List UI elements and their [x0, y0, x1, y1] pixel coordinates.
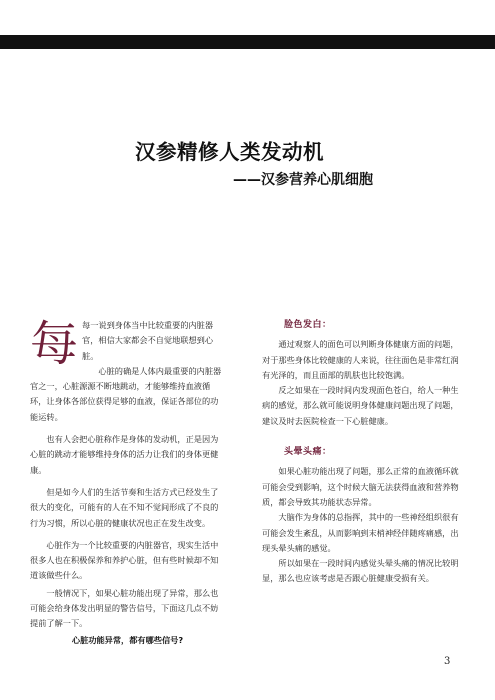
section-heading-pale-face: 脸色发白：: [284, 320, 332, 330]
body-paragraph: 所以如果在一段时间内感觉头晕头痛的情况比较明显，那么也应该考虑是否跟心脏健康受损有关。: [262, 558, 459, 584]
body-paragraph: 心脏作为一个比较重要的内脏器官，现实生活中很多人也在积极保养和养护心脏，但有些时候却不知道该做些什么。: [30, 539, 219, 581]
body-paragraph: 一般情况下，如果心脏功能出现了异常，那么也可能会给身体发出明显的警告信号，下面这几点不妨提前了解一下。: [30, 587, 219, 629]
section-question: 心脏功能异常，都有哪些信号?: [71, 634, 184, 645]
title-block: [0, 135, 495, 205]
intro-block: [30, 318, 225, 425]
body-paragraph: 也有人会把心脏称作是身体的发动机，正是因为心脏的跳动才能够维持身体的活力让我们的身体更健康。: [30, 434, 219, 475]
section-heading-dizziness: 头晕头痛：: [284, 447, 332, 458]
page-number: 3: [444, 656, 451, 667]
body-paragraph: 反之如果在一段时间内发现面色苍白，给人一种生病的感觉，那么就可能说明身体健康问题出现了问题，建议及时去医院检查一下心脏健康。: [262, 385, 459, 426]
intro-paragraph: 每一说到身体当中比较重要的内脏器官，相信大家都会不自觉地联想到心脏。: [82, 320, 214, 361]
drop-cap: 每: [30, 316, 79, 372]
body-paragraph: 大脑作为身体的总指挥，其中的一些神经组织很有可能会发生紊乱，从而影响到末梢神经伴随疼痛感，出现头晕头痛的感觉。: [262, 512, 459, 553]
body-paragraph: 但是如今人们的生活节奏和生活方式已经发生了很大的变化，可能有的人在不知不觉间形成了不良的行为习惯，所以心脏的健康状况也正在发生改变。: [30, 486, 219, 528]
body-paragraph: 心脏的确是人体内最重要的内脏器官之一，心脏源源不断地跳动，才能够维持血液循环，让身体各部位获得足够的血液，保证各部位的功能运转。: [30, 365, 222, 422]
article-subtitle: ——汉参营养心肌细胞: [233, 172, 373, 188]
article-title: 汉参精修人类发动机: [135, 140, 324, 164]
left-column: [30, 318, 225, 648]
header-bar: [0, 35, 495, 49]
body-paragraph: 通过观察人的面色可以判断身体健康方面的问题，对于那些身体比较健康的人来说，往往面色是非常红润有光泽的，而且面部的肌肤也比较饱满。: [262, 339, 459, 380]
right-column: [262, 318, 462, 587]
body-paragraph: 如果心脏功能出现了问题，那么正常的血液循环就可能会受到影响，这个时候大脑无法获得血液和营养物质，都会导致其功能状态异常。: [262, 466, 459, 507]
